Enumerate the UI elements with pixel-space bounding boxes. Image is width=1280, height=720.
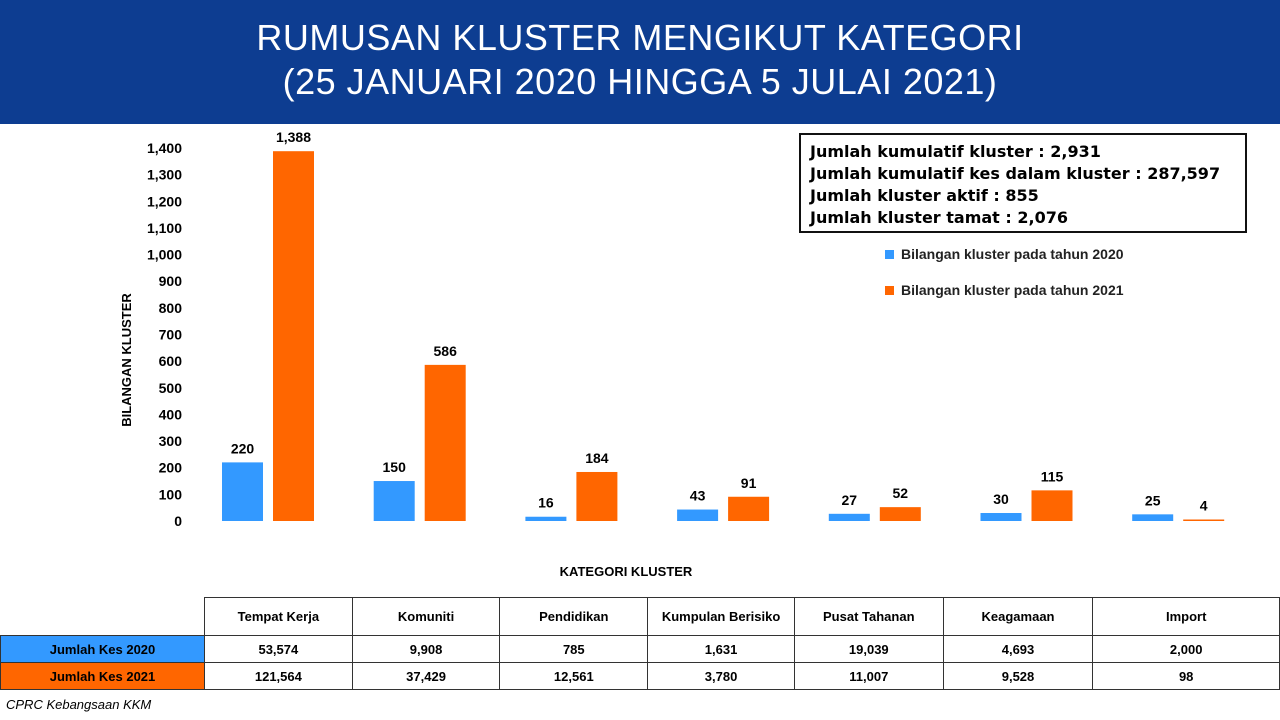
legend-item-2021 — [885, 282, 1124, 298]
data-label: 16 — [538, 494, 554, 511]
y-tick-label: 700 — [158, 326, 182, 343]
table-cell: 9,908 — [352, 636, 500, 663]
y-tick-label: 1,300 — [146, 166, 182, 183]
y-tick-label: 800 — [158, 299, 182, 316]
table-cell: 37,429 — [352, 663, 500, 690]
bar-2020 — [222, 462, 263, 521]
table-col-header: Pusat Tahanan — [794, 598, 943, 636]
data-label: 52 — [892, 485, 909, 502]
summary-box — [799, 133, 1247, 233]
table-cell: 4,693 — [943, 636, 1093, 663]
legend-swatch-2021 — [885, 286, 894, 295]
bar-2021 — [425, 365, 466, 521]
table-cell: 12,561 — [500, 663, 648, 690]
data-label: 27 — [841, 491, 858, 508]
data-label: 25 — [1144, 492, 1161, 509]
chart-title-line2: (25 JANUARI 2020 HINGGA 5 JULAI 2021) — [282, 61, 998, 102]
data-label: 30 — [993, 491, 1009, 508]
table-col-header: Tempat Kerja — [205, 598, 353, 636]
data-label: 220 — [230, 440, 255, 457]
y-tick-label: 1,000 — [146, 246, 182, 263]
table-cell: 11,007 — [794, 663, 943, 690]
legend-label-2021: Bilangan kluster pada tahun 2021 — [901, 282, 1124, 298]
y-tick-label: 300 — [158, 433, 182, 450]
table-cell: 53,574 — [205, 636, 353, 663]
table-col-header: Keagamaan — [943, 598, 1093, 636]
y-axis-title: BILANGAN KLUSTER — [119, 293, 134, 427]
summary-line-total-clusters: Jumlah kumulatif kluster : 2,931 — [810, 142, 1101, 161]
legend-item-2020 — [885, 246, 1124, 262]
x-axis-title: KATEGORI KLUSTER — [559, 564, 693, 579]
bar-2021 — [273, 151, 314, 521]
bar-2021 — [576, 472, 617, 521]
data-label: 43 — [689, 487, 706, 504]
y-tick-label: 600 — [158, 353, 182, 370]
summary-line-total-cases: Jumlah kumulatif kes dalam kluster : 287,597 — [810, 164, 1221, 183]
y-tick-label: 900 — [158, 273, 182, 290]
table-cell: 1,631 — [648, 636, 795, 663]
data-label: 150 — [382, 459, 406, 476]
row-label-2020: Jumlah Kes 2020 — [1, 636, 205, 663]
bar-2020 — [677, 510, 718, 521]
table-cell: 9,528 — [943, 663, 1093, 690]
chart-title-line1: RUMUSAN KLUSTER MENGIKUT KATEGORI — [256, 17, 1024, 58]
table-row — [1, 663, 1280, 690]
bar-2021 — [880, 507, 921, 521]
y-tick-label: 1,100 — [146, 219, 182, 236]
table-corner — [1, 598, 205, 636]
table-col-header: Pendidikan — [500, 598, 648, 636]
y-tick-label: 500 — [158, 379, 182, 396]
legend-label-2020: Bilangan kluster pada tahun 2020 — [901, 246, 1124, 262]
data-label: 1,388 — [275, 129, 312, 146]
bar-2020 — [1132, 514, 1173, 521]
bar-2020 — [525, 517, 566, 521]
case-table — [0, 597, 1280, 690]
data-label: 91 — [740, 474, 757, 491]
table-row — [1, 636, 1280, 663]
table-col-header: Import — [1093, 598, 1280, 636]
y-tick-label: 0 — [174, 513, 182, 529]
bar-2020 — [829, 514, 870, 521]
bar-2020 — [374, 481, 415, 521]
title-banner — [0, 0, 1280, 124]
data-label: 4 — [1199, 497, 1208, 514]
table-col-header: Kumpulan Berisiko — [648, 598, 795, 636]
summary-line-ended-clusters: Jumlah kluster tamat : 2,076 — [810, 208, 1068, 227]
data-label: 184 — [585, 449, 609, 466]
y-tick-label: 1,400 — [146, 140, 182, 156]
bar-2021 — [1183, 520, 1224, 522]
bar-2021 — [728, 497, 769, 521]
row-label-2021: Jumlah Kes 2021 — [1, 663, 205, 690]
summary-line-active-clusters: Jumlah kluster aktif : 855 — [810, 186, 1039, 205]
source-note: CPRC Kebangsaan KKM — [6, 697, 152, 712]
y-tick-label: 100 — [158, 486, 182, 503]
data-label: 586 — [433, 342, 457, 359]
legend-swatch-2020 — [885, 250, 894, 259]
y-tick-label: 400 — [158, 406, 182, 423]
data-label: 115 — [1040, 468, 1064, 485]
table-cell: 3,780 — [648, 663, 795, 690]
table-cell: 19,039 — [794, 636, 943, 663]
y-tick-label: 200 — [158, 459, 182, 476]
table-cell: 121,564 — [205, 663, 353, 690]
table-header-row — [1, 598, 1280, 636]
table-cell: 785 — [500, 636, 648, 663]
table-col-header: Komuniti — [352, 598, 500, 636]
table-cell: 2,000 — [1093, 636, 1280, 663]
bar-2021 — [1032, 490, 1073, 521]
y-tick-label: 1,200 — [146, 193, 182, 210]
table-cell: 98 — [1093, 663, 1280, 690]
bar-2020 — [981, 513, 1022, 521]
